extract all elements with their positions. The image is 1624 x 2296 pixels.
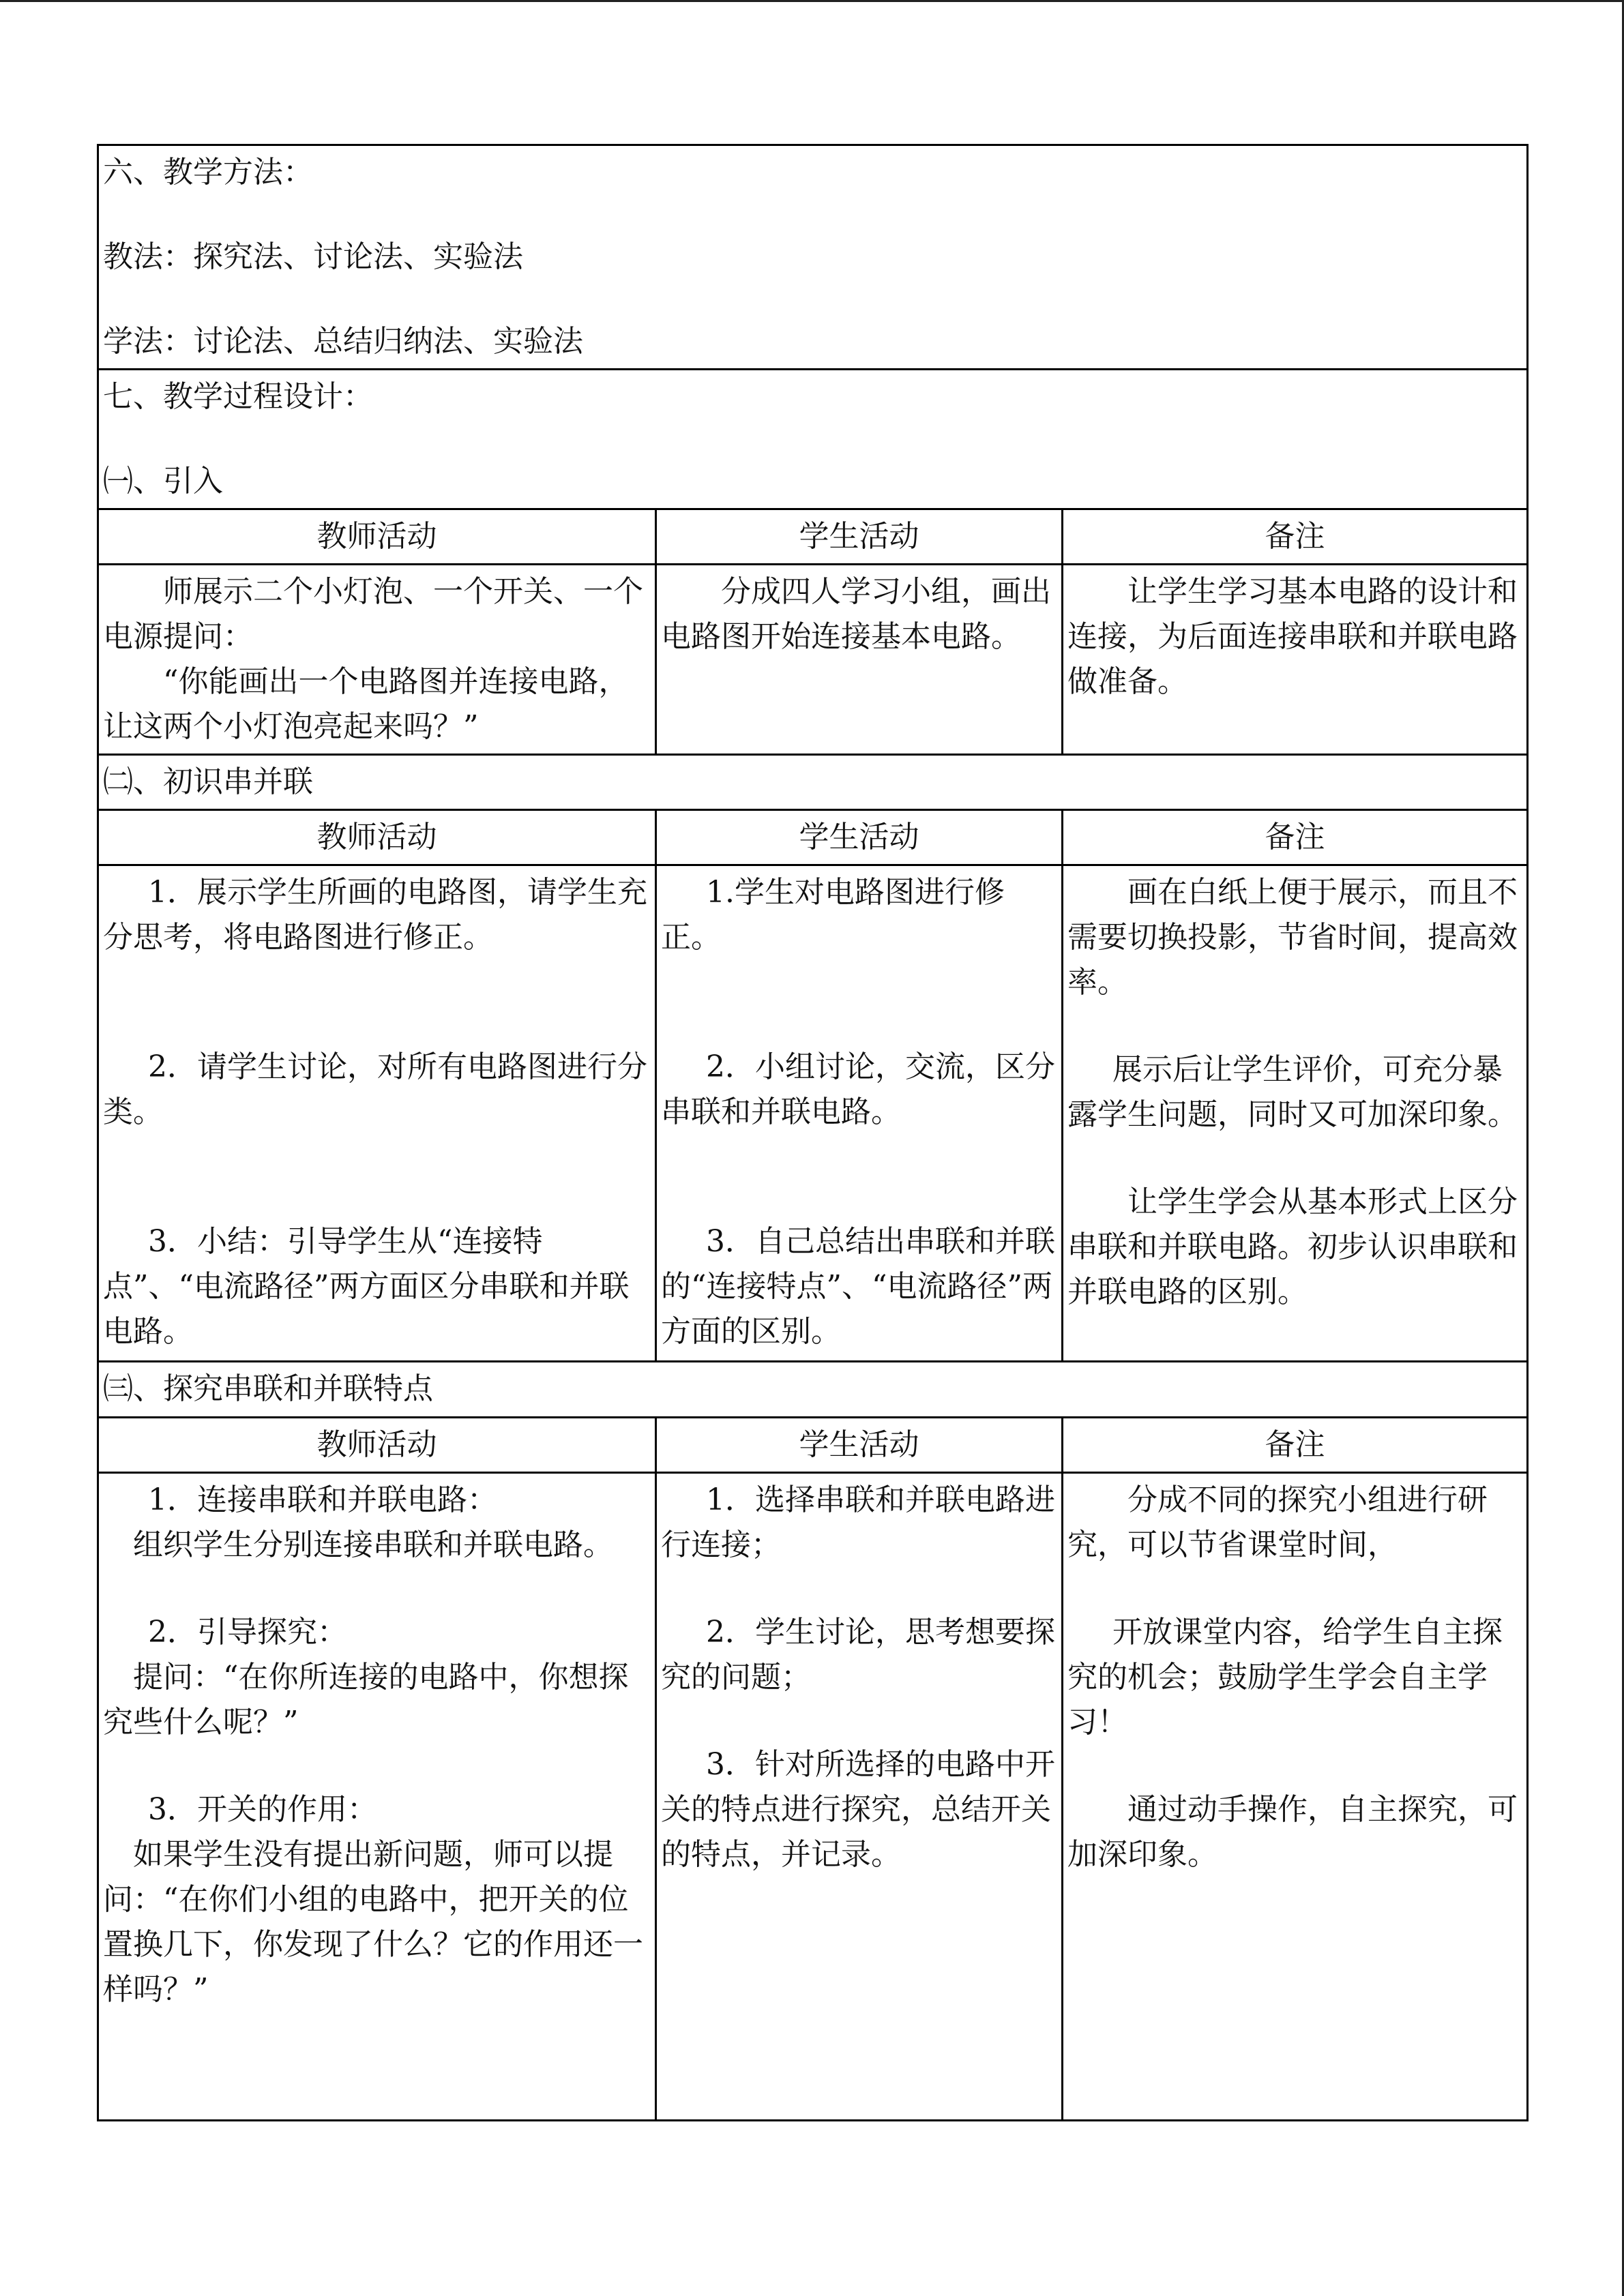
part2-note-item: 画在白纸上便于展示，而且不需要切换投影，节省时间，提高效率。 — [1067, 875, 1518, 1000]
part3-note-item: 开放课堂内容，给学生自主探究的机会；鼓励学生学会自主学习！ — [1067, 1615, 1503, 1740]
part3-student-item: 2．学生讨论，思考想要探究的问题； — [661, 1615, 1055, 1695]
part1-header-student: 学生活动 — [656, 509, 1063, 565]
part2-header-student: 学生活动 — [656, 810, 1063, 865]
part2-teacher-cell — [98, 865, 656, 1362]
part2-teacher-item: 2．请学生讨论，对所有电路图进行分类。 — [103, 1049, 647, 1129]
section7-title: 七、教学过程设计： — [103, 379, 373, 414]
part3-student-cell — [656, 1473, 1063, 2121]
part1-teacher-line: “你能画出一个电路图并连接电路，让这两个小灯泡亮起来吗？” — [103, 664, 629, 744]
section6-title: 六、教学方法： — [103, 155, 313, 190]
part3-teacher-item: 2．引导探究： — [148, 1615, 347, 1650]
part3-teacher-item: 3．开关的作用： — [148, 1792, 377, 1827]
learn-method: 学法：讨论法、总结归纳法、实验法 — [103, 324, 583, 359]
part2-note-item: 展示后让学生评价，可充分暴露学生问题，同时又可加深印象。 — [1067, 1052, 1518, 1132]
section-teaching-methods — [98, 145, 1528, 370]
page-top-border — [0, 0, 1624, 2]
part3-teacher-item: 提问：“在你所连接的电路中，你想探究些什么呢？” — [103, 1660, 629, 1740]
part1-header-note: 备注 — [1063, 509, 1528, 565]
part2-title: ㈡、初识串并联 — [103, 764, 313, 799]
part3-student-item: 1．选择串联和并联电路进行连接； — [661, 1482, 1055, 1562]
part3-teacher-item: 1．连接串联和并联电路： — [148, 1482, 497, 1517]
teach-method: 教法：探究法、讨论法、实验法 — [103, 239, 523, 274]
part3-header-teacher: 教师活动 — [98, 1418, 656, 1473]
part2-header-note: 备注 — [1063, 810, 1528, 865]
part1-note-line: 让学生学习基本电路的设计和连接，为后面连接串联和并联电路做准备。 — [1067, 574, 1518, 699]
part2-teacher-item: 3．小结：引导学生从“连接特点”、“电流路径”两方面区分串联和并联电路。 — [103, 1224, 630, 1349]
part1-title: ㈠、引入 — [103, 464, 223, 498]
part1-student-line: 分成四人学习小组，画出电路图开始连接基本电路。 — [661, 574, 1051, 654]
part2-student-item: 1.学生对电路图进行修正。 — [661, 875, 1005, 955]
part1-header-teacher: 教师活动 — [98, 509, 656, 565]
part3-note-cell — [1063, 1473, 1528, 2121]
part3-note-item: 分成不同的探究小组进行研究，可以节省课堂时间， — [1067, 1482, 1488, 1562]
part3-teacher-item: 组织学生分别连接串联和并联电路。 — [133, 1527, 613, 1562]
part3-teacher-cell — [98, 1473, 656, 2121]
part1-teacher-cell — [98, 565, 656, 755]
part3-student-item: 3．针对所选择的电路中开关的特点进行探究，总结开关的特点，并记录。 — [661, 1747, 1055, 1872]
part1-student-cell — [656, 565, 1063, 755]
part2-teacher-item: 1．展示学生所画的电路图，请学生充分思考，将电路图进行修正。 — [103, 875, 647, 955]
part3-header-student: 学生活动 — [656, 1418, 1063, 1473]
part2-note-cell — [1063, 865, 1528, 1362]
part3-teacher-item: 如果学生没有提出新问题，师可以提问：“在你们小组的电路中，把开关的位置换几下，你发现了什么？它的作用还一样吗？” — [103, 1837, 643, 2007]
part3-title: ㈢、探究串联和并联特点 — [103, 1371, 433, 1406]
part1-teacher-line: 师展示二个小灯泡、一个开关、一个电源提问： — [103, 574, 643, 654]
part1-note-cell — [1063, 565, 1528, 755]
part3-header-note: 备注 — [1063, 1418, 1528, 1473]
part2-note-item: 让学生学会从基本形式上区分串联和并联电路。初步认识串联和并联电路的区别。 — [1067, 1184, 1518, 1309]
part3-title-cell — [98, 1362, 1528, 1418]
part2-header-teacher: 教师活动 — [98, 810, 656, 865]
part2-student-item: 3．自己总结出串联和并联的“连接特点”、“电流路径”两方面的区别。 — [661, 1224, 1055, 1349]
part2-student-item: 2．小组讨论，交流，区分串联和并联电路。 — [661, 1049, 1055, 1129]
part2-student-cell — [656, 865, 1063, 1362]
section-process-design — [98, 370, 1528, 509]
lesson-plan-table — [97, 144, 1529, 2121]
part2-title-cell — [98, 755, 1528, 810]
part3-note-item: 通过动手操作，自主探究，可加深印象。 — [1067, 1792, 1518, 1872]
